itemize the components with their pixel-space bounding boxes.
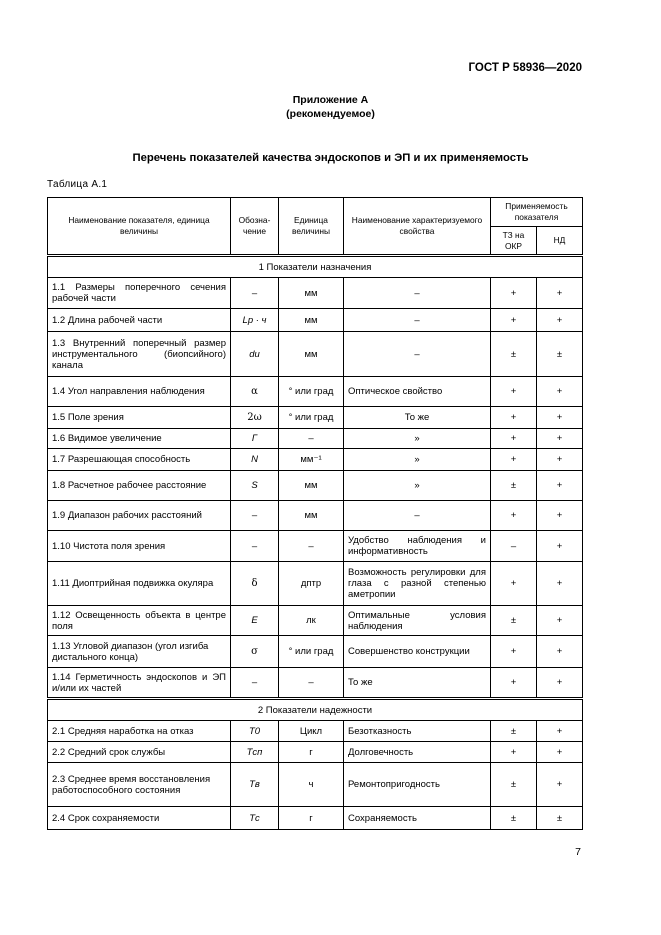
cell-tz: ±	[491, 471, 537, 501]
standard-number: ГОСТ Р 58936—2020	[468, 62, 582, 74]
header-applicability: Применяемость показателя	[491, 198, 583, 227]
cell-tz: +	[491, 377, 537, 407]
cell-nd: +	[537, 606, 583, 636]
cell-nd: +	[537, 531, 583, 562]
cell-name: 1.11 Диоптрийная подвижка окуляра	[48, 562, 231, 606]
table-row	[48, 449, 583, 471]
appendix-subtitle: (рекомендуемое)	[286, 108, 375, 120]
table-label: Таблица А.1	[47, 179, 108, 190]
cell-symbol: –	[231, 531, 279, 562]
cell-symbol: –	[231, 668, 279, 699]
cell-property: Оптическое свойство	[344, 377, 491, 407]
cell-nd: +	[537, 501, 583, 531]
cell-tz: +	[491, 449, 537, 471]
cell-name: 1.13 Угловой диапазон (угол изгиба дистального конца)	[48, 636, 231, 668]
cell-tz: ±	[491, 332, 537, 377]
cell-property: Сохраняемость	[344, 807, 491, 830]
cell-symbol: Г	[231, 429, 279, 449]
cell-property: »	[344, 449, 491, 471]
table-row	[48, 501, 583, 531]
table-row	[48, 636, 583, 668]
cell-unit: мм	[279, 471, 344, 501]
cell-unit: мм	[279, 332, 344, 377]
cell-unit: мм⁻¹	[279, 449, 344, 471]
cell-unit: мм	[279, 309, 344, 332]
appendix-heading	[0, 93, 661, 121]
cell-property: Безотказность	[344, 721, 491, 742]
cell-tz: +	[491, 501, 537, 531]
cell-unit: ° или град	[279, 636, 344, 668]
cell-nd: +	[537, 407, 583, 429]
table-row	[48, 429, 583, 449]
cell-symbol: σ	[231, 636, 279, 668]
table-row	[48, 377, 583, 407]
appendix-title: Приложение А	[292, 94, 369, 106]
cell-name: 1.9 Диапазон рабочих расстояний	[48, 501, 231, 531]
cell-name: 2.4 Срок сохраняемости	[48, 807, 231, 830]
cell-unit: лк	[279, 606, 344, 636]
cell-symbol: T0	[231, 721, 279, 742]
section-title: 2 Показатели надежности	[48, 699, 583, 721]
section-title: 1 Показатели назначения	[48, 256, 583, 278]
cell-property: Совершенство конструкции	[344, 636, 491, 668]
cell-property: То же	[344, 407, 491, 429]
cell-nd: ±	[537, 332, 583, 377]
header-unit: Единица величины	[279, 198, 344, 256]
cell-unit: –	[279, 531, 344, 562]
cell-nd: +	[537, 721, 583, 742]
cell-unit: ° или град	[279, 407, 344, 429]
cell-unit: –	[279, 429, 344, 449]
cell-name: 1.3 Внутренний поперечный размер инструментального (биопсийного) канала	[48, 332, 231, 377]
cell-nd: +	[537, 377, 583, 407]
cell-name: 1.2 Длина рабочей части	[48, 309, 231, 332]
cell-name: 1.5 Поле зрения	[48, 407, 231, 429]
cell-name: 1.1 Размеры поперечного сечения рабочей части	[48, 278, 231, 309]
cell-tz: ±	[491, 807, 537, 830]
cell-name: 1.6 Видимое увеличение	[48, 429, 231, 449]
cell-symbol: Tв	[231, 763, 279, 807]
table-row	[48, 407, 583, 429]
cell-property: –	[344, 309, 491, 332]
cell-symbol: Lр · ч	[231, 309, 279, 332]
cell-symbol: S	[231, 471, 279, 501]
cell-tz: –	[491, 531, 537, 562]
cell-property: »	[344, 471, 491, 501]
cell-property: Ремонтопригодность	[344, 763, 491, 807]
table-row	[48, 668, 583, 699]
cell-symbol: E	[231, 606, 279, 636]
cell-tz: +	[491, 429, 537, 449]
cell-symbol: Tсп	[231, 742, 279, 763]
cell-nd: +	[537, 278, 583, 309]
cell-nd: +	[537, 309, 583, 332]
cell-property: –	[344, 278, 491, 309]
cell-unit: мм	[279, 278, 344, 309]
cell-tz: +	[491, 309, 537, 332]
header-symbol: Обозна-чение	[231, 198, 279, 256]
table-row	[48, 332, 583, 377]
cell-name: 1.12 Освещенность объекта в центре поля	[48, 606, 231, 636]
table-row	[48, 531, 583, 562]
table-row	[48, 721, 583, 742]
header-nd: НД	[537, 227, 583, 256]
cell-name: 1.7 Разрешающая способность	[48, 449, 231, 471]
cell-tz: ±	[491, 606, 537, 636]
table-row	[48, 471, 583, 501]
cell-tz: +	[491, 278, 537, 309]
cell-property: Удобство наблюдения и информативность	[344, 531, 491, 562]
cell-tz: ±	[491, 721, 537, 742]
cell-property: То же	[344, 668, 491, 699]
cell-name: 2.1 Средняя наработка на отказ	[48, 721, 231, 742]
cell-symbol: Tс	[231, 807, 279, 830]
table-row	[48, 742, 583, 763]
cell-name: 1.10 Чистота поля зрения	[48, 531, 231, 562]
cell-unit: мм	[279, 501, 344, 531]
cell-property: Оптимальные условия наблюдения	[344, 606, 491, 636]
cell-symbol: –	[231, 501, 279, 531]
cell-tz: +	[491, 407, 537, 429]
cell-symbol: –	[231, 278, 279, 309]
cell-symbol: 2ω	[231, 407, 279, 429]
cell-unit: Цикл	[279, 721, 344, 742]
table-row	[48, 562, 583, 606]
cell-unit: –	[279, 668, 344, 699]
cell-symbol: δ	[231, 562, 279, 606]
cell-name: 2.2 Средний срок службы	[48, 742, 231, 763]
header-tz: ТЗ на ОКР	[491, 227, 537, 256]
cell-nd: +	[537, 668, 583, 699]
document-title: Перечень показателей качества эндоскопов и ЭП и их применяемость	[132, 152, 529, 164]
cell-nd: +	[537, 449, 583, 471]
indicators-table	[47, 197, 583, 830]
table-row	[48, 309, 583, 332]
cell-property: Возможность регулировки для глаза с разной степенью аметропии	[344, 562, 491, 606]
cell-tz: +	[491, 562, 537, 606]
cell-property: –	[344, 501, 491, 531]
cell-nd: +	[537, 429, 583, 449]
page-number: 7	[575, 846, 581, 858]
cell-nd: +	[537, 471, 583, 501]
cell-unit: ч	[279, 763, 344, 807]
cell-unit: ° или град	[279, 377, 344, 407]
cell-nd: +	[537, 562, 583, 606]
cell-property: –	[344, 332, 491, 377]
cell-unit: дптр	[279, 562, 344, 606]
table-row	[48, 606, 583, 636]
cell-symbol: du	[231, 332, 279, 377]
cell-nd: ±	[537, 807, 583, 830]
table-row	[48, 763, 583, 807]
header-name: Наименование показателя, единица величины	[48, 198, 231, 256]
cell-tz: +	[491, 636, 537, 668]
cell-name: 1.8 Расчетное рабочее расстояние	[48, 471, 231, 501]
cell-symbol: α	[231, 377, 279, 407]
cell-property: Долговечность	[344, 742, 491, 763]
cell-unit: г	[279, 742, 344, 763]
cell-tz: +	[491, 742, 537, 763]
cell-property: »	[344, 429, 491, 449]
cell-unit: г	[279, 807, 344, 830]
cell-name: 2.3 Среднее время восстановления работоспособного состояния	[48, 763, 231, 807]
table-row	[48, 278, 583, 309]
cell-nd: +	[537, 763, 583, 807]
cell-tz: ±	[491, 763, 537, 807]
cell-symbol: N	[231, 449, 279, 471]
header-property: Наименование характеризуемого свойства	[344, 198, 491, 256]
cell-nd: +	[537, 742, 583, 763]
cell-name: 1.4 Угол направления наблюдения	[48, 377, 231, 407]
table-row	[48, 807, 583, 830]
cell-nd: +	[537, 636, 583, 668]
cell-tz: +	[491, 668, 537, 699]
cell-name: 1.14 Герметичность эндоскопов и ЭП и/или их частей	[48, 668, 231, 699]
